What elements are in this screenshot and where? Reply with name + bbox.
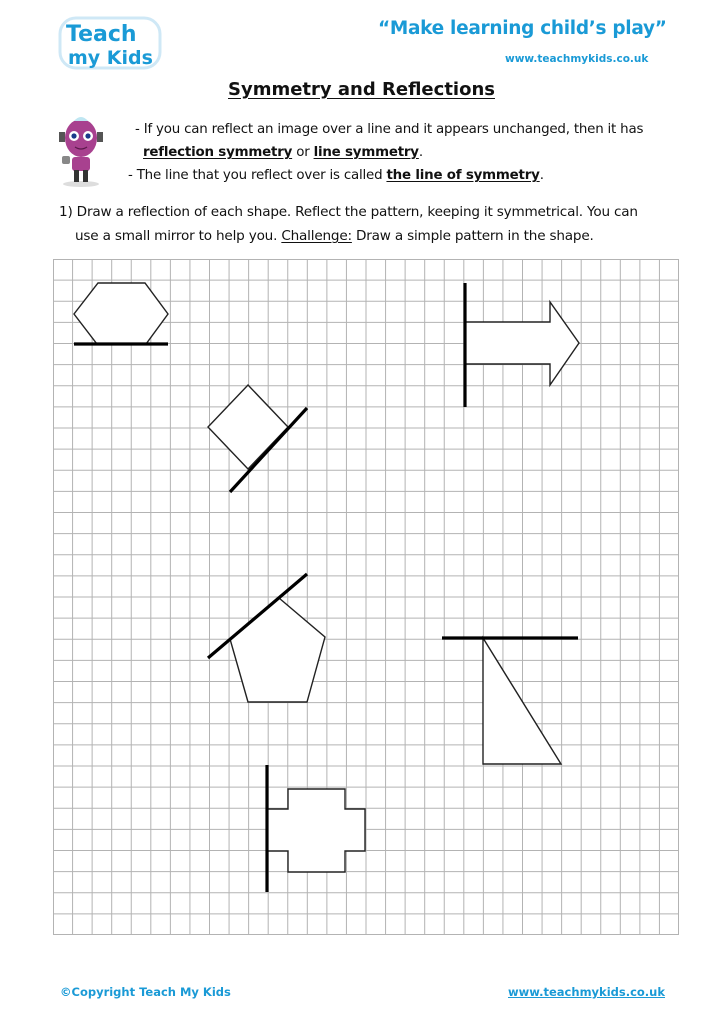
question-line-1: 1) Draw a reflection of each shape. Reflect the pattern, keeping it symmetrical. You can	[59, 204, 638, 220]
tagline: “Make learning child’s play”	[378, 18, 667, 39]
drawing-grid[interactable]	[53, 259, 679, 935]
page-title: Symmetry and Reflections	[228, 79, 495, 100]
footer-copyright: ©Copyright Teach My Kids	[60, 985, 231, 999]
challenge-label: Challenge:	[281, 228, 352, 244]
square-diamond-shape	[208, 385, 288, 469]
shapes-layer	[53, 259, 679, 935]
svg-text:Teach: Teach	[66, 22, 137, 47]
robot-mascot-icon	[56, 112, 106, 188]
plus-cross-shape	[267, 789, 365, 872]
pentagon-shape	[230, 598, 325, 702]
arrow-shape	[465, 302, 579, 385]
intro-line-3: - The line that you reflect over is called the line of symmetry.	[128, 168, 544, 183]
term-line-symmetry: line symmetry	[313, 145, 419, 160]
teach-my-kids-logo	[58, 16, 162, 70]
intro-line-2: reflection symmetry or line symmetry.	[143, 145, 423, 160]
term-line-of-symmetry: the line of symmetry	[386, 168, 540, 183]
right-triangle-shape	[483, 638, 561, 764]
intro-line-1: - If you can reflect an image over a line and it appears unchanged, then it has	[135, 122, 644, 137]
footer-website-link[interactable]: www.teachmykids.co.uk	[508, 985, 666, 999]
svg-text:my Kids: my Kids	[68, 47, 153, 69]
hexagon-shape	[74, 283, 168, 344]
question-line-2: use a small mirror to help you. Challenge: Draw a simple pattern in the shape.	[75, 228, 594, 244]
term-reflection-symmetry: reflection symmetry	[143, 145, 293, 160]
header-website-link[interactable]: www.teachmykids.co.uk	[505, 53, 649, 65]
